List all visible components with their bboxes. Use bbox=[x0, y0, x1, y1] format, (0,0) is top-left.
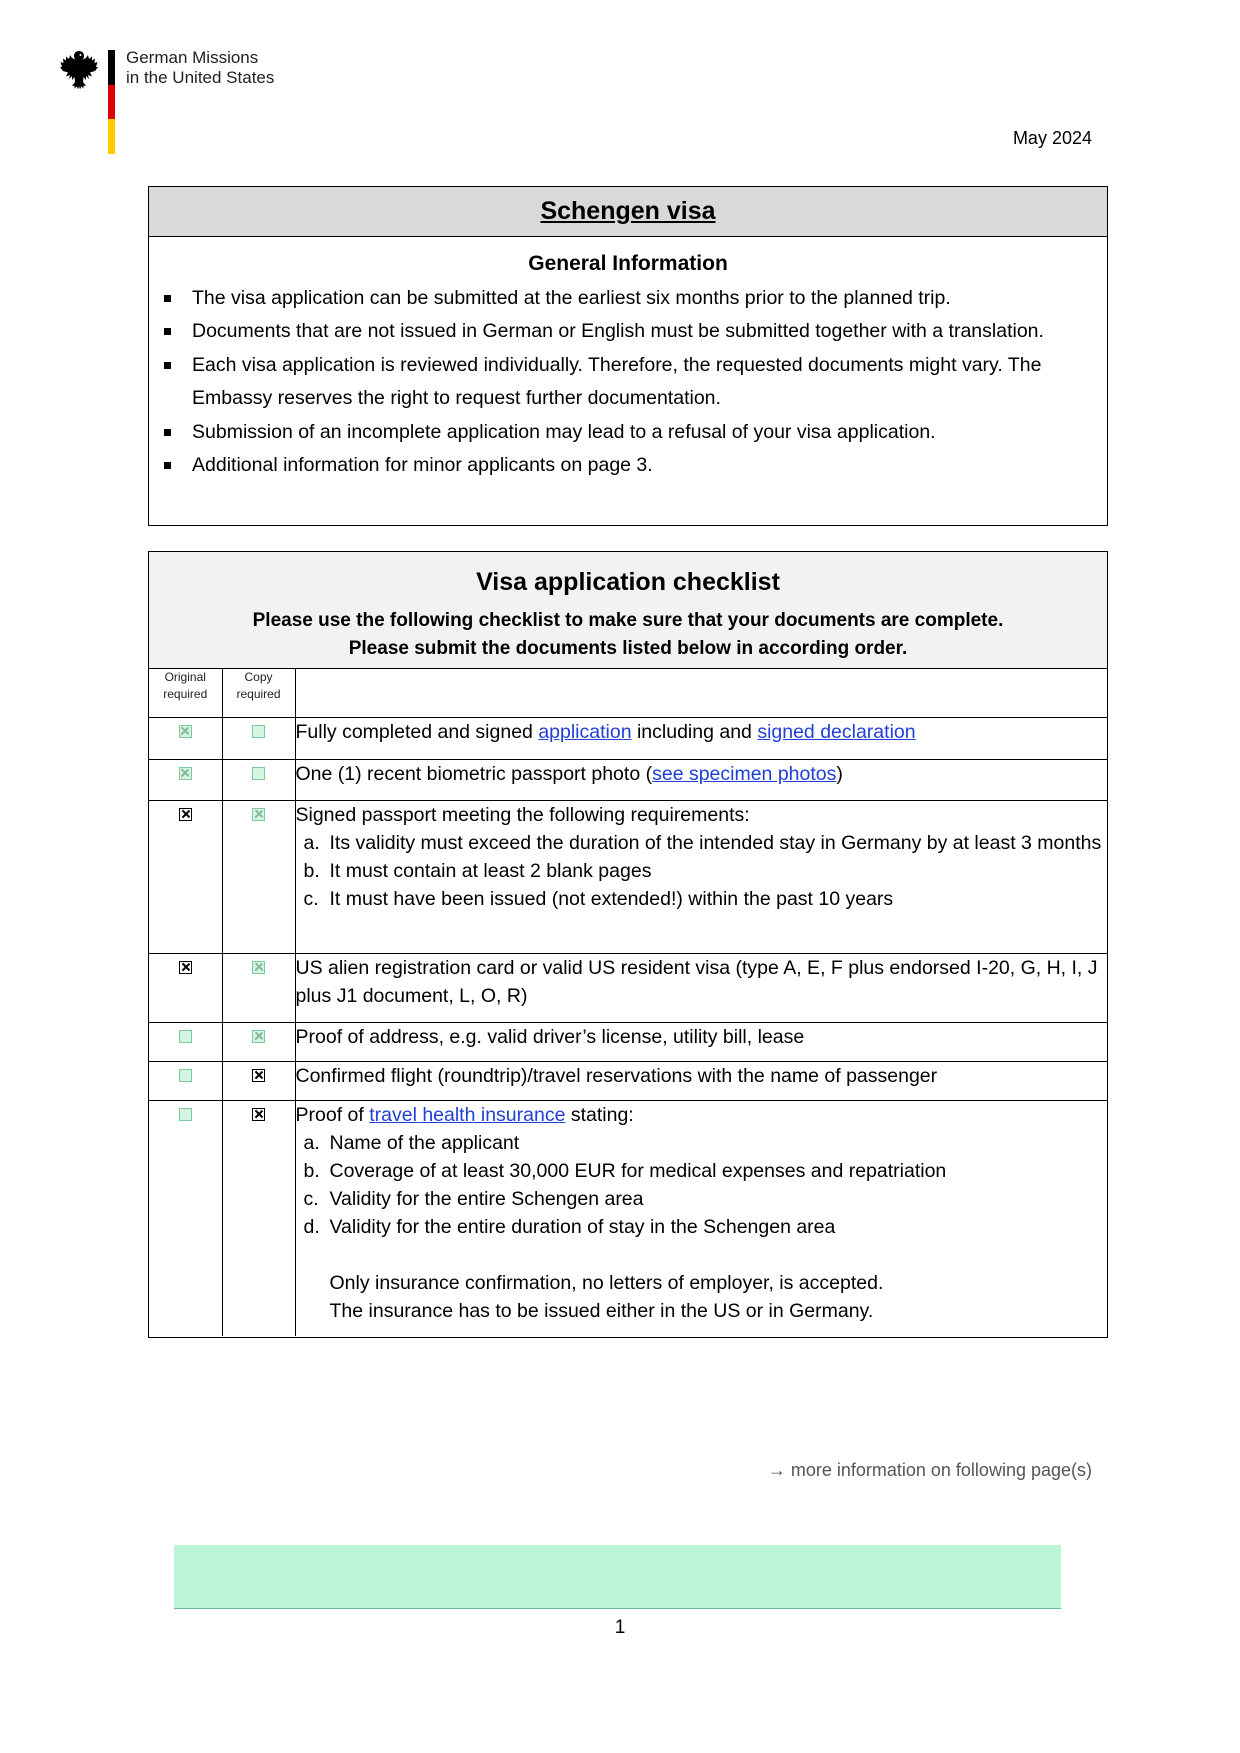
list-item: a. Its validity must exceed the duration of the intended stay in Germany by at least 3 months bbox=[303, 831, 1102, 854]
table-row bbox=[149, 759, 1107, 800]
org-line-2: in the United States bbox=[126, 68, 275, 87]
german-flag-bar bbox=[108, 50, 115, 154]
insurance-note: Only insurance confirmation, no letters of employer, is accepted. The insurance has to be issued either in the US or in Germany. bbox=[329, 1271, 884, 1322]
federal-eagle-icon bbox=[58, 48, 100, 94]
list-item: Submission of an incomplete application may lead to a refusal of your visa application. bbox=[149, 416, 1087, 449]
list-item: d. Validity for the entire duration of stay in the Schengen area bbox=[303, 1215, 836, 1238]
checklist-instructions bbox=[149, 607, 1107, 663]
checklist-header bbox=[149, 552, 1107, 669]
original-required-checkbox[interactable] bbox=[179, 767, 192, 780]
table-row bbox=[149, 953, 1107, 1022]
copy-required-checkbox[interactable] bbox=[252, 1108, 265, 1121]
original-required-checkbox[interactable] bbox=[179, 1030, 192, 1043]
list-item: b. It must contain at least 2 blank pages bbox=[303, 859, 652, 882]
table-header-row bbox=[149, 669, 1107, 717]
copy-required-checkbox[interactable] bbox=[252, 808, 265, 821]
checklist-table bbox=[149, 669, 1107, 1336]
specimen-photos-link[interactable]: see specimen photos bbox=[652, 762, 837, 785]
instruction-line-1: Please use the following checklist to make sure that your documents are complete. bbox=[252, 610, 1004, 631]
requirement-list bbox=[296, 1129, 1108, 1241]
original-required-checkbox[interactable] bbox=[179, 725, 192, 738]
document-description: Signed passport meeting the following requirements: a. Its validity must exceed the duration of the intended stay in Germany by at least 3 months b. It must contain at least 2 blank pages c. It must have been issued (not extended!) within the past 10 years bbox=[295, 800, 1107, 953]
list-item: Additional information for minor applicants on page 3. bbox=[149, 449, 1087, 482]
original-required-checkbox[interactable] bbox=[179, 1108, 192, 1121]
checklist-box bbox=[148, 551, 1108, 1338]
table-row bbox=[149, 1061, 1107, 1100]
document-description: Proof of travel health insurance stating: a. Name of the applicant b. Coverage of at least 30,000 EUR for medical expenses and repatriation c. Validity for the entire Schengen area d. Validity for the entire duration of stay in the Schengen area Only insurance confirmation, no letters of employer, is accepted. The insurance has to be issued either in the US or in Germany. bbox=[295, 1100, 1107, 1336]
document-date: May 2024 bbox=[1012, 128, 1092, 148]
document-description: Fully completed and signed application including and signed declaration bbox=[295, 717, 1107, 759]
general-information-box bbox=[148, 186, 1108, 526]
signed-declaration-link[interactable]: signed declaration bbox=[757, 720, 916, 743]
document-description: One (1) recent biometric passport photo (see specimen photos) bbox=[295, 759, 1107, 800]
general-subtitle: General Information bbox=[528, 252, 728, 275]
flag-stripe-red bbox=[108, 85, 115, 120]
logo bbox=[58, 48, 298, 158]
copy-required-checkbox[interactable] bbox=[252, 1069, 265, 1082]
flag-stripe-gold bbox=[108, 119, 115, 154]
general-info-list bbox=[149, 282, 1107, 482]
column-header-document bbox=[295, 669, 1107, 717]
table-row bbox=[149, 1100, 1107, 1336]
document-description: Confirmed flight (roundtrip)/travel reservations with the name of passenger bbox=[295, 1061, 1107, 1100]
column-header-original: Original required bbox=[149, 669, 222, 717]
list-item: c. Validity for the entire Schengen area bbox=[303, 1187, 644, 1210]
requirement-list bbox=[296, 829, 1108, 913]
page-title: Schengen visa bbox=[540, 197, 716, 225]
copy-required-checkbox[interactable] bbox=[252, 725, 265, 738]
original-required-checkbox[interactable] bbox=[179, 1069, 192, 1082]
original-required-checkbox[interactable] bbox=[179, 961, 192, 974]
table-row bbox=[149, 717, 1107, 759]
instruction-line-2: Please submit the documents listed below in according order. bbox=[348, 638, 908, 659]
copy-required-checkbox[interactable] bbox=[252, 767, 265, 780]
checklist-title: Visa application checklist bbox=[476, 568, 780, 596]
column-header-copy: Copy required bbox=[222, 669, 295, 717]
document-description: US alien registration card or valid US resident visa (type A, E, F plus endorsed I-20, G, H, I, J plus J1 document, L, O, R) bbox=[295, 953, 1107, 1022]
copy-required-checkbox[interactable] bbox=[252, 961, 265, 974]
page-number: 1 bbox=[614, 1617, 626, 1638]
table-row bbox=[149, 1022, 1107, 1061]
organization-name bbox=[126, 48, 274, 88]
travel-health-insurance-link[interactable]: travel health insurance bbox=[369, 1103, 566, 1126]
table-row bbox=[149, 800, 1107, 953]
list-item: Documents that are not issued in German or English must be submitted together with a translation. bbox=[149, 315, 1087, 348]
more-information-text: more information on following page(s) bbox=[790, 1460, 1092, 1480]
list-item: a. Name of the applicant bbox=[303, 1131, 520, 1154]
list-item: b. Coverage of at least 30,000 EUR for medical expenses and repatriation bbox=[303, 1159, 947, 1182]
flag-stripe-black bbox=[108, 50, 115, 85]
general-header bbox=[149, 187, 1107, 237]
list-item: c. It must have been issued (not extended!) within the past 10 years bbox=[303, 887, 894, 910]
list-item: Each visa application is reviewed individually. Therefore, the requested documents might vary. The Embassy reserves the right to request further documentation. bbox=[149, 349, 1087, 416]
org-line-1: German Missions bbox=[126, 48, 259, 67]
list-item: The visa application can be submitted at the earliest six months prior to the planned trip. bbox=[149, 282, 1087, 315]
more-information-note bbox=[768, 1460, 1092, 1481]
document-description: Proof of address, e.g. valid driver’s license, utility bill, lease bbox=[295, 1022, 1107, 1061]
original-required-checkbox[interactable] bbox=[179, 808, 192, 821]
application-link[interactable]: application bbox=[538, 720, 632, 743]
footer-highlight-band bbox=[174, 1545, 1061, 1609]
copy-required-checkbox[interactable] bbox=[252, 1030, 265, 1043]
arrow-right-icon: → bbox=[767, 1460, 786, 1480]
